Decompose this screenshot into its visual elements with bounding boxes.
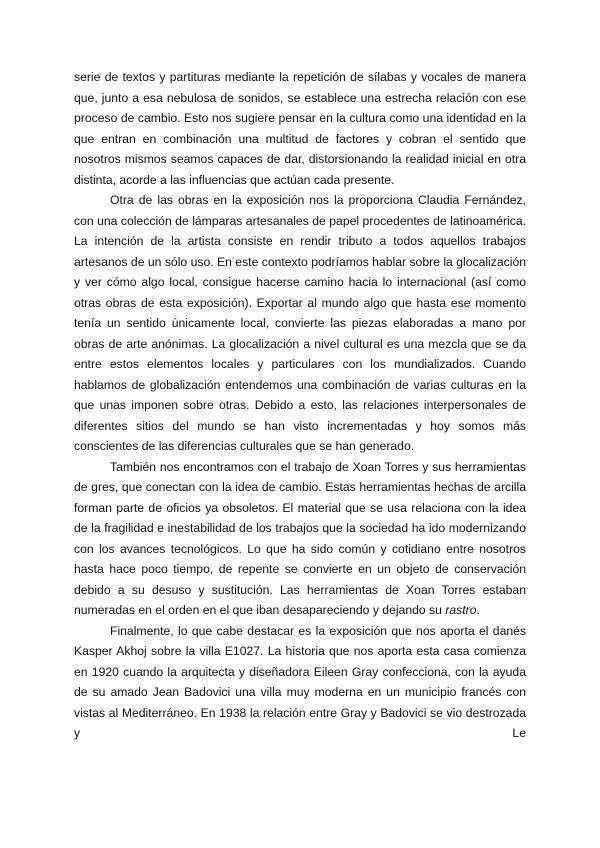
paragraph-3-italic-word: rastro	[445, 603, 477, 617]
paragraph-2: Otra de las obras en la exposición nos la proporciona Claudia Fernández, con una colección de lámparas artesanales de papel procedentes de latinoamérica. La intención de la artista consiste en rendir tributo a todos aquellos trabajos artesanos de un sólo uso. En este contexto podríamos hablar sobre la glocalización y ver cómo algo local, consigue hacerse camino hacia lo internacional (así como otras obras de esta exposición). Exportar al mundo algo que hasta ese momento tenía un sentido únicamente local, convierte las piezas elaboradas a mano por obras de arte anónimas. La glocalización a nivel cultural es una mezcla que se da entre estos elementos locales y particulares con los mundializados. Cuando hablamos de globalización entendemos una combinación de varias culturas en la que unas imponen sobre otras. Debido a esto, las relaciones interpersonales de diferentes sitios del mundo se han visto incrementadas y hoy somos más conscientes de las diferencias culturales que se han generado.	[74, 193, 526, 453]
paragraph-1: serie de textos y partituras mediante la repetición de sílabas y vocales de manera que, junto a esa nebulosa de sonidos, se establece una estrecha relación con ese proceso de cambio. Esto nos sugiere pensar en la cultura como una identidad en la que entran en combinación una multitud de factores y cobran el sentido que nosotros mismos seamos capaces de dar, distorsionando la realidad inicial en otra distinta, acorde a las influencias que actúan cada presente.	[74, 70, 526, 187]
paragraph-4: Finalmente, lo que cabe destacar es la exposición que nos aporta el danés Kasper Akhoj sobre la villa E1027. La historia que nos aporta esta casa comienza en 1920 cuando la arquitecta y diseñadora Eileen Gray confecciona, con la ayuda de su amado Jean Badovici una villa muy moderna en un municipio francés con vistas al Mediterráneo. En 1938 la relación entre Gray y Badovici se vio destrozada y Le	[74, 623, 526, 740]
paragraph-3-end: .	[476, 603, 480, 617]
paragraph-3	[74, 457, 526, 621]
document-body	[74, 67, 526, 744]
paragraph-3-text: También nos encontramos con el trabajo de Xoan Torres y sus herramientas de gres, que conectan con la idea de cambio. Estas herramientas hechas de arcilla forman parte de oficios ya obsoletos. El material que se usa relaciona con la idea de la fragilidad e inestabilidad de los trabajos que la sociedad ha ido modernizando con los avances tecnológicos. Lo que ha sido común y cotidiano entre nosotros hasta hace poco tiempo, de repente se convierte en un objeto de conservación debido a su desuso y sustitución. Las herramientas de Xoan Torres estaban numeradas en el orden en el que iban desapareciendo y dejando su	[74, 459, 526, 617]
